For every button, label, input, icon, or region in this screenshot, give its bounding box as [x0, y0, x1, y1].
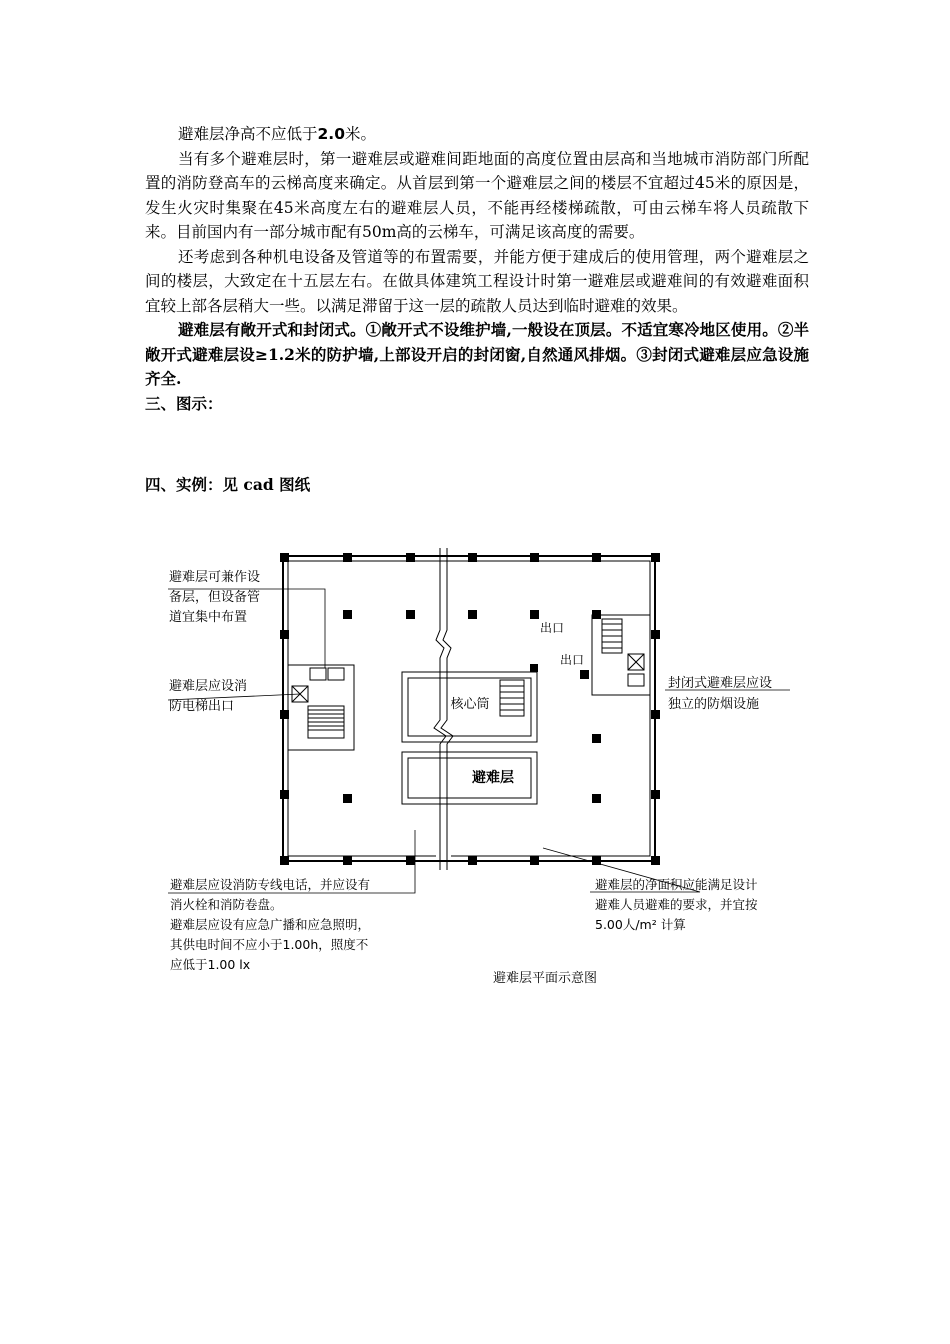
floor-plan-svg: [140, 530, 830, 1000]
leader-lines: [168, 589, 790, 893]
figure-caption: 避难层平面示意图: [492, 971, 598, 986]
annotation-bottom-right: 避难层的净面积应能满足设计 避难人员避难的要求，并宜按 5.00人/m² 计算: [595, 877, 758, 932]
refuge-label: 避难层: [472, 770, 514, 786]
p1-value: 2.0: [317, 125, 345, 143]
exit-label-2: 出口: [560, 653, 585, 667]
core-tube: [402, 672, 537, 804]
body-text: [145, 122, 809, 416]
heading-example: 四、实例：见 cad 图纸: [145, 475, 311, 494]
paragraph-2: 当有多个避难层时，第一避难层或避难间距地面的高度位置由层高和当地城市消防部门所配置的消防登高车的云梯高度来确定。从首层到第一个避难层之间的楼层不宜超过45米的原因是，发生火灾时集聚在45米高度左右的避难层人员，不能再经楼梯疏散，可由云梯车将人员疏散下来。目前国内有一部分城市配有50m高的云梯车，可满足该高度的需要。: [145, 149, 809, 241]
core-label: 核心筒: [450, 697, 490, 712]
annotation-top-left: 避难层可兼作设 备层，但设备管 道宜集中布置: [169, 570, 261, 625]
refuge-floor-plan-figure: [140, 530, 830, 1000]
paragraph-3: 还考虑到各种机电设备及管道等的布置需要，并能方便于建成后的使用管理，两个避难层之间的楼层，大致定在十五层左右。在做具体建筑工程设计时第一避难层或避难间的有效避难面积宜较上部各层稍大一些。以满足滞留于这一层的疏散人员达到临时避难的效果。: [145, 247, 809, 315]
paragraph-1: [145, 122, 809, 147]
annotation-right: 封闭式避难层应设 独立的防烟设施: [668, 676, 773, 712]
left-elevator-block: [288, 665, 354, 750]
paragraph-4: 避难层有敞开式和封闭式。①敞开式不设维护墙,一般设在顶层。不适宜寒冷地区使用。②半敞开式避难层设≥1.2米的防护墙,上部设开启的封闭窗,自然通风排烟。③封闭式避难层应急设施齐全.: [145, 320, 809, 388]
annotation-bottom-left: 避难层应设消防专线电话，并应设有 消火栓和消防卷盘。 避难层应设有应急广播和应急照明， 其供电时间不应小于1.00h，照度不 应低于1.00 lx: [170, 877, 371, 972]
p1-prefix: 避难层净高不应低于: [178, 125, 318, 143]
heading-diagram: 三、图示：: [145, 393, 223, 413]
annotation-mid-left: 避难层应设消 防电梯出口: [169, 679, 248, 714]
p1-suffix: 米。: [344, 125, 376, 143]
exit-label-1: 出口: [540, 621, 565, 635]
right-stair-block: [592, 615, 650, 695]
